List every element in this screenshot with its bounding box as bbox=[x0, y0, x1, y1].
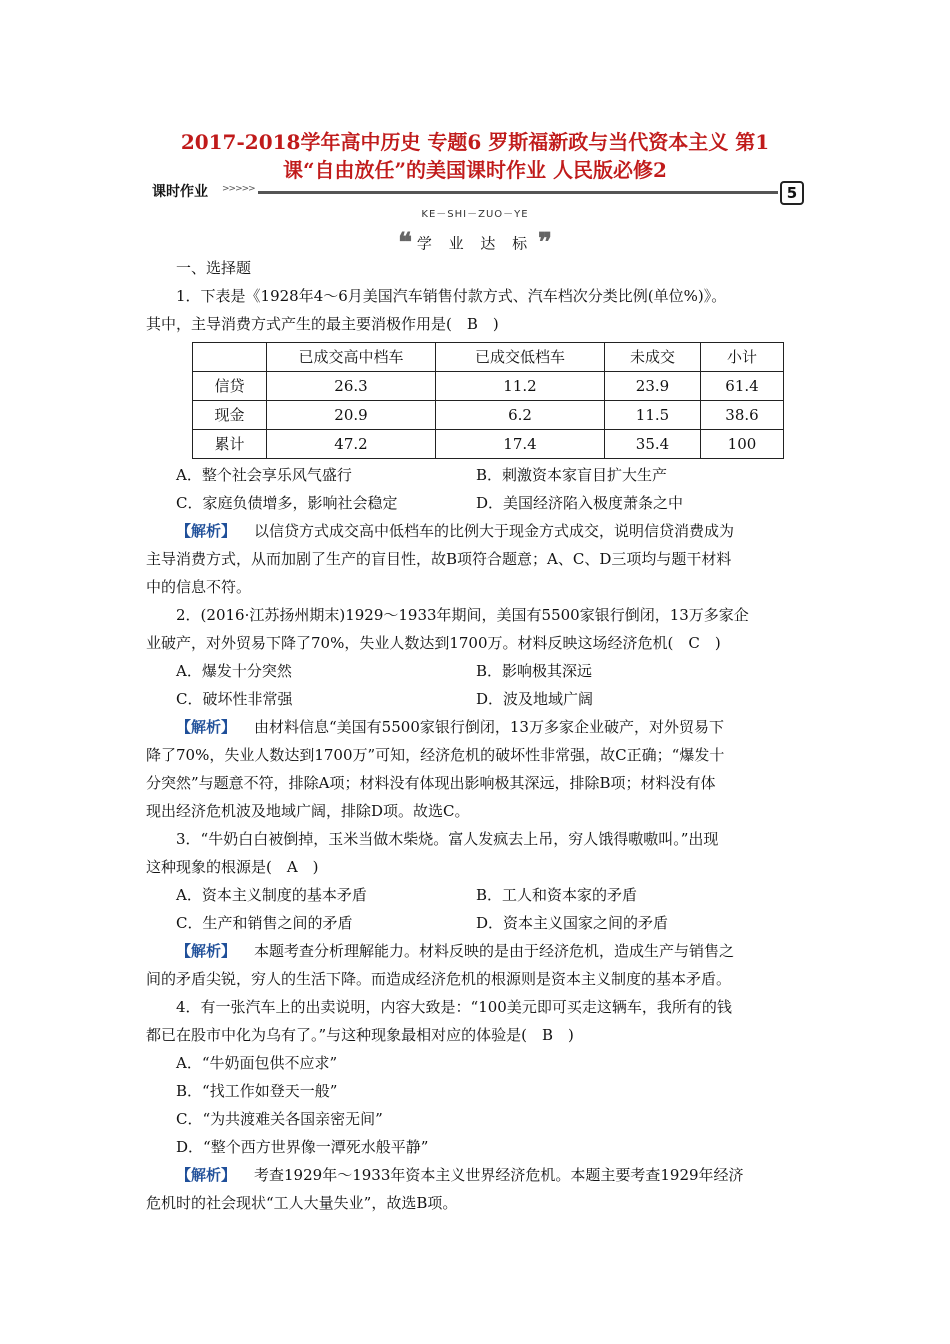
q2-analysis-line-4: 现出经济危机波及地域广阔，排除D项。故选C。 bbox=[146, 802, 470, 820]
q3-options-row-2 bbox=[146, 909, 808, 937]
table-row bbox=[193, 401, 784, 430]
q3-option-d: D．资本主义国家之间的矛盾 bbox=[476, 914, 669, 932]
q1-option-d: D．美国经济陷入极度萧条之中 bbox=[476, 494, 684, 512]
q3-analysis-line-2: 间的矛盾尖锐，穷人的生活下降。而造成经济危机的根源则是资本主义制度的基本矛盾。 bbox=[146, 970, 732, 988]
q4-analysis-line-1 bbox=[146, 1161, 808, 1189]
table-cell: 38.6 bbox=[701, 401, 784, 430]
q2-stem-line-2: 业破产，对外贸易下降了70%，失业人数达到1700万。材料反映这场经济危机( C ) bbox=[146, 634, 721, 652]
q4-analysis-line-2: 危机时的社会现状“工人大量失业”，故选B项。 bbox=[146, 1194, 458, 1212]
table-header-cell: 未成交 bbox=[605, 343, 701, 372]
q4-stem-line-2: 都已在股市中化为乌有了。”与这种现象最相对应的体验是( B ) bbox=[146, 1026, 574, 1044]
table-cell: 11.2 bbox=[436, 372, 605, 401]
q1-analysis-line-2: 主导消费方式，从而加剧了生产的盲目性，故B项符合题意；A、C、D三项均与题干材料 bbox=[146, 550, 732, 568]
table-header-cell: 小计 bbox=[701, 343, 784, 372]
q4-option-c: C．“为共渡难关各国亲密无间” bbox=[176, 1110, 383, 1128]
table-cell: 23.9 bbox=[605, 372, 701, 401]
q4-option-b: B．“找工作如登天一般” bbox=[176, 1082, 338, 1100]
banner-label: 课时作业 bbox=[152, 184, 208, 200]
analysis-label: 【解析】 bbox=[176, 718, 237, 736]
q2-options-row-2 bbox=[146, 685, 808, 713]
q1-option-c: C．家庭负债增多，影响社会稳定 bbox=[176, 494, 398, 512]
title-line-2: 课“自由放任”的美国课时作业 人民版必修2 bbox=[283, 158, 667, 182]
banner-rule bbox=[258, 191, 778, 194]
table-header-cell: 已成交低档车 bbox=[436, 343, 605, 372]
table-cell: 20.9 bbox=[267, 401, 436, 430]
part-heading: 一、选择题 bbox=[176, 259, 252, 277]
analysis-text: 以信贷方式成交高中低档车的比例大于现金方式成交，说明信贷消费成为 bbox=[254, 522, 735, 540]
analysis-text: 由材料信息“美国有5500家银行倒闭，13万多家企业破产，对外贸易下 bbox=[254, 718, 724, 736]
table-header-cell: 已成交高中档车 bbox=[267, 343, 436, 372]
analysis-text: 考查1929年～1933年资本主义世界经济危机。本题主要考查1929年经济 bbox=[254, 1166, 744, 1184]
q3-stem-line-1: 3．“牛奶白白被倒掉，玉米当做木柴烧。富人发疯去上吊，穷人饿得嗷嗷叫。”出现 bbox=[176, 830, 719, 848]
quote-right-icon: ❞ bbox=[537, 228, 552, 258]
table-cell: 11.5 bbox=[605, 401, 701, 430]
q2-option-a: A．爆发十分突然 bbox=[176, 662, 292, 680]
quote-left-icon: ❝ bbox=[398, 228, 413, 258]
title-line-1: 2017-2018学年高中历史 专题6 罗斯福新政与当代资本主义 第1 bbox=[180, 130, 770, 154]
q1-stem-line-1: 1．下表是《1928年4～6月美国汽车销售付款方式、汽车档次分类比例(单位%)》。 bbox=[176, 287, 727, 305]
section-title: 学 业 达 标 bbox=[416, 234, 534, 253]
q4-option-a: A．“牛奶面包供不应求” bbox=[176, 1054, 338, 1072]
analysis-label: 【解析】 bbox=[176, 1166, 237, 1184]
q1-options-row-2 bbox=[146, 489, 808, 517]
q4-option-d: D．“整个西方世界像一潭死水般平静” bbox=[176, 1138, 429, 1156]
table-cell: 100 bbox=[701, 430, 784, 459]
q1-stem-line-2: 其中，主导消费方式产生的最主要消极作用是( B ) bbox=[146, 315, 499, 333]
q1-analysis-line-3: 中的信息不符。 bbox=[146, 578, 252, 596]
q1-options-row-1 bbox=[146, 461, 808, 489]
q3-option-b: B．工人和资本家的矛盾 bbox=[476, 886, 638, 904]
q3-analysis-line-1 bbox=[146, 937, 808, 965]
table-cell: 35.4 bbox=[605, 430, 701, 459]
homework-banner bbox=[146, 181, 804, 203]
banner-number-badge: 5 bbox=[780, 181, 804, 205]
q1-option-b: B．刺激资本家盲目扩大生产 bbox=[476, 466, 668, 484]
table-cell: 信贷 bbox=[193, 372, 267, 401]
q3-option-c: C．生产和销售之间的矛盾 bbox=[176, 914, 353, 932]
table-cell: 累计 bbox=[193, 430, 267, 459]
q1-analysis-line-1 bbox=[146, 517, 808, 545]
table-row bbox=[193, 372, 784, 401]
q3-stem-line-2: 这种现象的根源是( A ) bbox=[146, 858, 319, 876]
q2-option-b: B．影响极其深远 bbox=[476, 662, 593, 680]
analysis-text: 本题考查分析理解能力。材料反映的是由于经济危机，造成生产与销售之 bbox=[254, 942, 735, 960]
q2-analysis-line-2: 降了70%，失业人数达到1700万”可知，经济危机的破坏性非常强，故C正确；“爆发十 bbox=[146, 746, 725, 764]
q2-options-row-1 bbox=[146, 657, 808, 685]
banner-pinyin: KE－SHI－ZUO－YE bbox=[421, 209, 529, 220]
q2-option-c: C．破坏性非常强 bbox=[176, 690, 293, 708]
q2-option-d: D．波及地域广阔 bbox=[476, 690, 594, 708]
table-header-cell bbox=[193, 343, 267, 372]
q1-option-a: A．整个社会享乐风气盛行 bbox=[176, 466, 352, 484]
q2-stem-line-1: 2．(2016·江苏扬州期末)1929～1933年期间，美国有5500家银行倒闭，13万多家企 bbox=[176, 606, 749, 624]
table-cell: 17.4 bbox=[436, 430, 605, 459]
q4-stem-line-1: 4．有一张汽车上的出卖说明，内容大致是：“100美元即可买走这辆车，我所有的钱 bbox=[176, 998, 732, 1016]
q2-analysis-line-3: 分突然”与题意不符，排除A项；材料没有体现出影响极其深远，排除B项；材料没有体 bbox=[146, 774, 716, 792]
table-cell: 61.4 bbox=[701, 372, 784, 401]
q2-analysis-line-1 bbox=[146, 713, 808, 741]
q3-option-a: A．资本主义制度的基本矛盾 bbox=[176, 886, 367, 904]
document-title bbox=[0, 128, 950, 184]
document-body bbox=[146, 254, 808, 1217]
table-header-row bbox=[193, 343, 784, 372]
table-cell: 26.3 bbox=[267, 372, 436, 401]
analysis-label: 【解析】 bbox=[176, 942, 237, 960]
q1-table bbox=[192, 342, 784, 459]
table-cell: 现金 bbox=[193, 401, 267, 430]
table-cell: 47.2 bbox=[267, 430, 436, 459]
table-row bbox=[193, 430, 784, 459]
analysis-label: 【解析】 bbox=[176, 522, 237, 540]
banner-arrows: >>>>> bbox=[222, 184, 255, 194]
q3-options-row-1 bbox=[146, 881, 808, 909]
table-cell: 6.2 bbox=[436, 401, 605, 430]
